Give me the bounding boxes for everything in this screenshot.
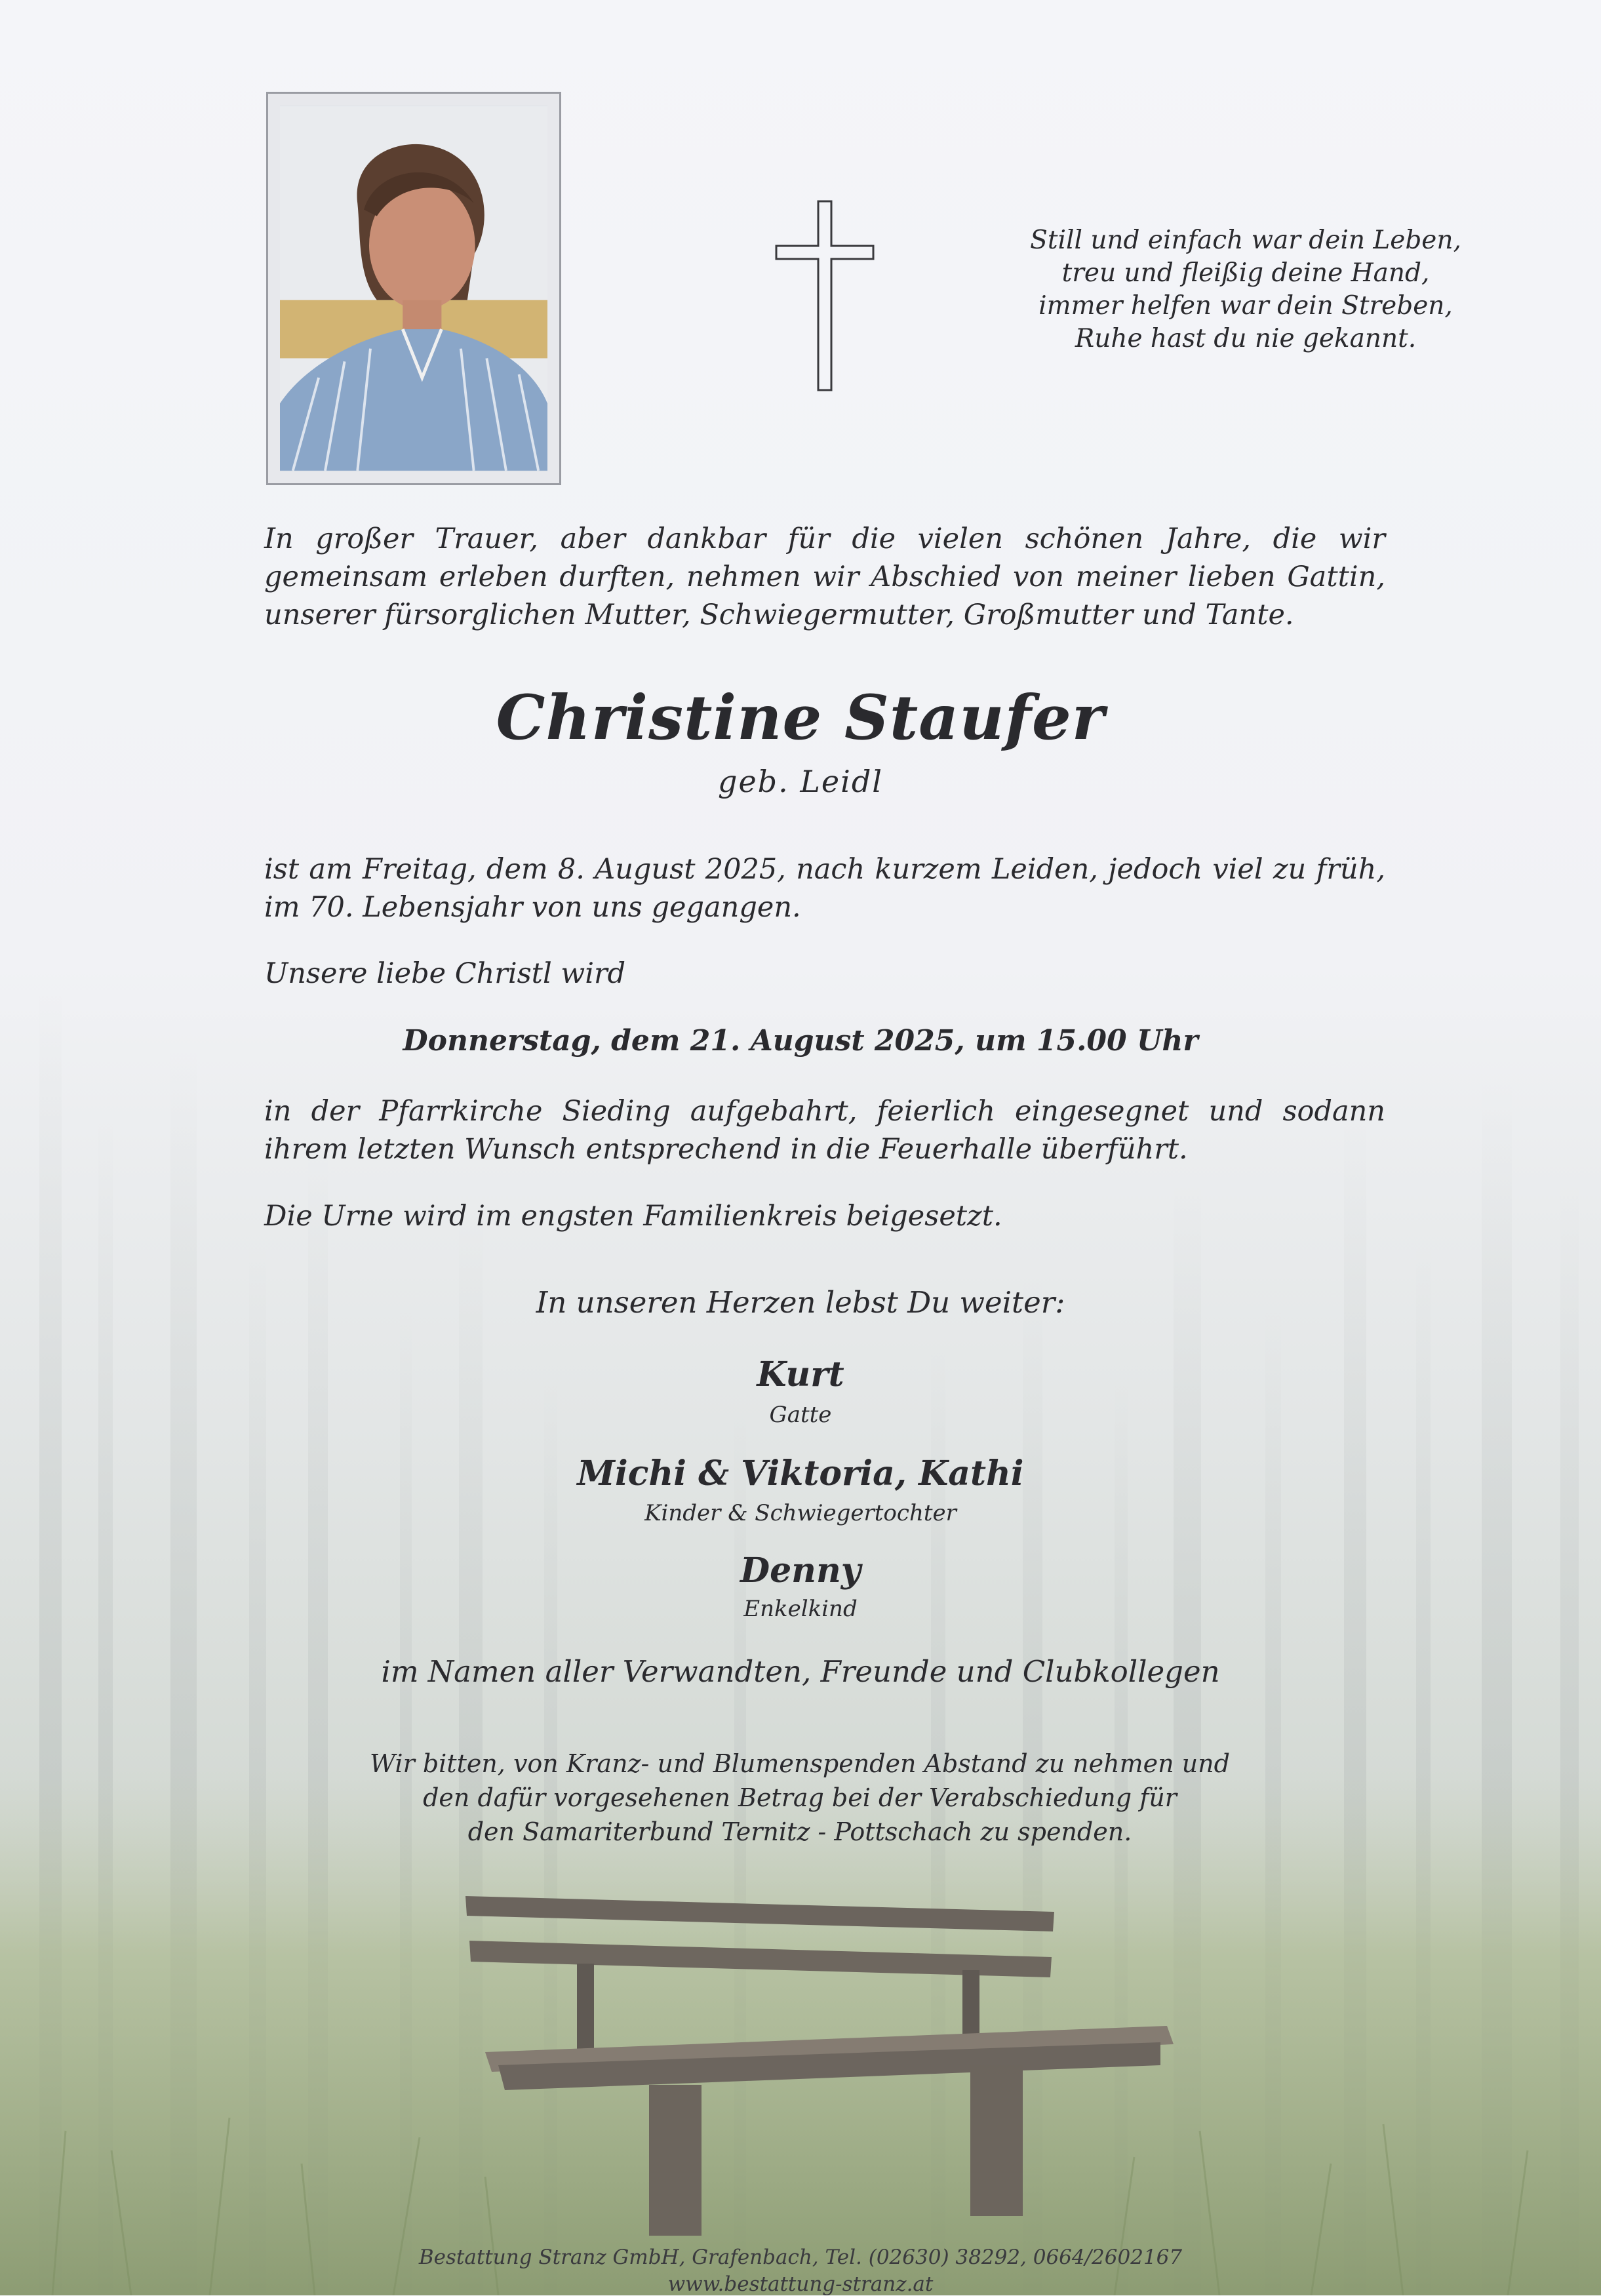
mourner-relation: Gatte	[769, 1402, 832, 1428]
intro-text: In großer Trauer, aber dankbar für die vielen schönen Jahre, die wir gemeinsam erleben durften, nehmen wir Abschied von meiner lieben Gattin, unserer fürsorglichen Mutter, Schwiegermutter, Großmutter und Tante.	[264, 523, 1385, 631]
poem-line: immer helfen war dein Streben,	[1038, 291, 1453, 321]
mourner-name: Kurt	[757, 1355, 844, 1395]
portrait-frame	[266, 92, 561, 485]
funeral-home-info: Bestattung Stranz GmbH, Grafenbach, Tel. (02630) 38292, 0664/2602167	[418, 2246, 1183, 2269]
mourners-intro: In unseren Herzen lebst Du weiter:	[536, 1285, 1065, 1320]
birth-name: geb. Leidl	[718, 764, 883, 799]
passing-text: ist am Freitag, dem 8. August 2025, nach kurzem Leiden, jedoch viel zu früh, im 70. Lebensjahr von uns gegangen.	[264, 853, 1385, 924]
mourner-name: Michi & Viktoria, Kathi	[577, 1454, 1024, 1494]
ceremony-intro: Unsere liebe Christl wird	[264, 957, 626, 990]
poem	[1023, 224, 1469, 355]
ceremony-details: in der Pfarrkirche Sieding aufgebahrt, feierlich eingesegnet und sodann ihrem letzten Wunsch entsprechend in die Feuerhalle überführt.	[264, 1095, 1385, 1166]
mourner-name: Denny	[740, 1551, 861, 1591]
poem-line: Still und einfach war dein Leben,	[1030, 226, 1461, 255]
on-behalf-text: im Namen aller Verwandten, Freunde und Clubkollegen	[381, 1654, 1220, 1689]
portrait-photo-icon	[280, 106, 547, 471]
ceremony-date: Donnerstag, dem 21. August 2025, um 15.00 Uhr	[403, 1024, 1198, 1058]
cross-icon	[775, 200, 875, 391]
mourner-relation: Enkelkind	[743, 1596, 858, 1622]
request-line: Wir bitten, von Kranz- und Blumenspenden Abstand zu nehmen und	[370, 1749, 1230, 1778]
portrait-photo	[280, 106, 547, 471]
funeral-home-website[interactable]: www.bestattung-stranz.at	[667, 2272, 934, 2296]
urn-text: Die Urne wird im engsten Familienkreis beigesetzt.	[264, 1200, 1002, 1233]
donation-request	[367, 1747, 1233, 1849]
request-line: den dafür vorgesehenen Betrag bei der Verabschiedung für	[423, 1783, 1177, 1812]
request-line: den Samariterbund Ternitz - Pottschach zu spenden.	[467, 1817, 1132, 1846]
poem-line: treu und fleißig deine Hand,	[1061, 258, 1430, 288]
deceased-name: Christine Staufer	[496, 682, 1105, 754]
poem-line: Ruhe hast du nie gekannt.	[1075, 324, 1417, 353]
mourner-relation: Kinder & Schwiegertochter	[644, 1500, 957, 1526]
